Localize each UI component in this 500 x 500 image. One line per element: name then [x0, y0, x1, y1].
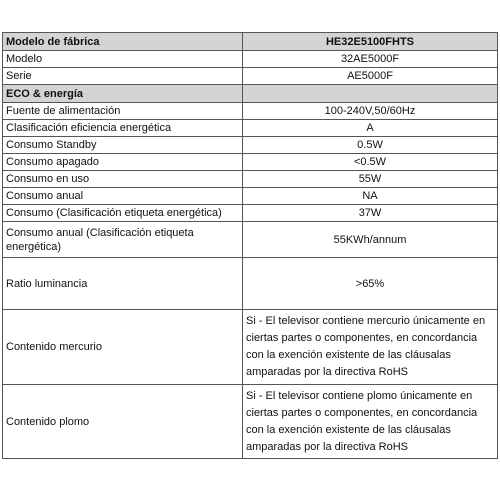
- row-label: Ratio luminancia: [3, 258, 243, 310]
- table-row: [3, 137, 498, 154]
- row-label: Fuente de alimentación: [3, 103, 243, 120]
- row-value: 55W: [243, 171, 498, 188]
- row-label: Consumo Standby: [3, 137, 243, 154]
- row-label: Consumo anual (Clasificación etiqueta energética): [3, 222, 243, 258]
- table-row: [3, 103, 498, 120]
- row-label: Consumo (Clasificación etiqueta energética): [3, 205, 243, 222]
- row-label: Contenido mercurio: [3, 310, 243, 385]
- table-row: [3, 68, 498, 85]
- row-value: AE5000F: [243, 68, 498, 85]
- row-label: Consumo anual: [3, 188, 243, 205]
- row-value: 32AE5000F: [243, 51, 498, 68]
- row-label: Clasificación eficiencia energética: [3, 120, 243, 137]
- row-value: 37W: [243, 205, 498, 222]
- table-row: [3, 51, 498, 68]
- row-value: <0.5W: [243, 154, 498, 171]
- table-row-header-model: [3, 33, 498, 51]
- row-label: Consumo apagado: [3, 154, 243, 171]
- table-row: [3, 120, 498, 137]
- spec-table: [2, 32, 498, 459]
- row-value: 55KWh/annum: [243, 222, 498, 258]
- table-row: [3, 205, 498, 222]
- table-row: [3, 310, 498, 385]
- row-value: A: [243, 120, 498, 137]
- row-value: >65%: [243, 258, 498, 310]
- row-label: Consumo en uso: [3, 171, 243, 188]
- table-row: [3, 385, 498, 459]
- row-value: Si - El televisor contiene mercurio únicamente en ciertas partes o componentes, en concordancia con la exención existente de las cláusalas amparadas por la directiva RoHS: [243, 310, 498, 385]
- table-row: [3, 222, 498, 258]
- table-row: [3, 258, 498, 310]
- row-label: Serie: [3, 68, 243, 85]
- table-row-header-eco: [3, 85, 498, 103]
- row-value: Si - El televisor contiene plomo únicamente en ciertas partes o componentes, en concordancia con la exención existente de las cláusalas amparadas por la directiva RoHS: [243, 385, 498, 459]
- row-label: ECO & energía: [3, 85, 243, 103]
- row-value: HE32E5100FHTS: [243, 33, 498, 51]
- row-label: Contenido plomo: [3, 385, 243, 459]
- row-label: Modelo: [3, 51, 243, 68]
- table-row: [3, 171, 498, 188]
- row-value: NA: [243, 188, 498, 205]
- row-value: [243, 85, 498, 103]
- row-label: Modelo de fábrica: [3, 33, 243, 51]
- table-row: [3, 154, 498, 171]
- row-value: 100-240V,50/60Hz: [243, 103, 498, 120]
- row-value: 0.5W: [243, 137, 498, 154]
- table-row: [3, 188, 498, 205]
